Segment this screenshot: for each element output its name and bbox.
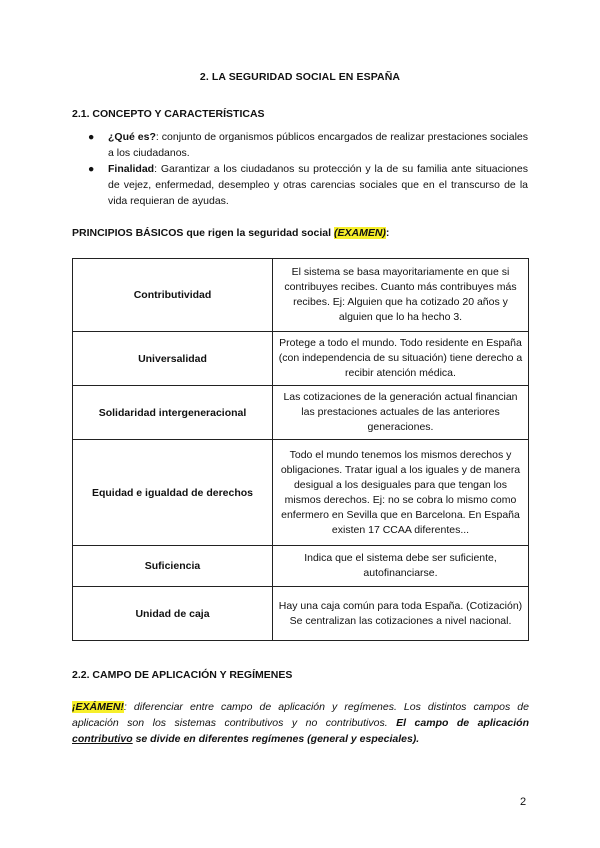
bullet-icon: ● — [88, 131, 95, 143]
principle-name: Suficiencia — [73, 546, 273, 587]
principle-description: El sistema se basa mayoritariamente en que si contribuyes recibes. Cuanto más contribuyes más recibes. Ej: Alguien que ha cotizado 20 años y alguien que lo ha hecho 3. — [273, 259, 529, 332]
exam-underlined: contributivo — [72, 733, 133, 745]
principle-description: Indica que el sistema debe ser suficiente, autofinanciarse. — [273, 546, 529, 587]
bullet-list — [88, 129, 528, 209]
principle-name: Unidad de caja — [73, 587, 273, 641]
page-title: 2. LA SEGURIDAD SOCIAL EN ESPAÑA — [199, 71, 401, 83]
bullet-icon: ● — [88, 163, 95, 175]
principle-name: Equidad e igualdad de derechos — [73, 440, 273, 546]
principle-description: Las cotizaciones de la generación actual financian las prestaciones actuales de las anteriores generaciones. — [273, 386, 529, 440]
table-row — [73, 440, 529, 546]
table-row — [73, 386, 529, 440]
principle-name: Contributividad — [73, 259, 273, 332]
bullet-text: : Garantizar a los ciudadanos su protección y la de su familia ante situaciones de vejez, enfermedad, desempleo y otras carencias sociales que en el transcurso de la vida requieran de ayudas. — [108, 163, 528, 207]
principles-colon: : — [385, 227, 390, 239]
bullet-text: : conjunto de organismos públicos encargados de realizar prestaciones sociales a los ciudadanos. — [108, 131, 528, 159]
table-row — [73, 587, 529, 641]
exam-bold-2: se divide en diferentes regímenes (general y especiales). — [132, 733, 420, 745]
principle-description: Protege a todo el mundo. Todo residente en España (con independencia de su situación) tiene derecho a recibir atención médica. — [273, 332, 529, 386]
table-row — [73, 259, 529, 332]
table-row — [73, 332, 529, 386]
exam-text: : diferenciar entre campo de aplicación y regímenes. Los distintos campos de aplicación son los sistemas contributivos y no contributivos. — [72, 701, 529, 729]
list-item — [88, 129, 528, 161]
principles-heading — [72, 227, 389, 239]
exam-paragraph — [72, 699, 529, 747]
bullet-term: ¿Qué es? — [108, 131, 156, 143]
exam-bold-1: El campo de aplicación — [396, 717, 529, 729]
principles-label: PRINCIPIOS BÁSICOS que rigen la seguridad social — [72, 227, 334, 239]
principle-description: Hay una caja común para toda España. (Cotización) Se centralizan las cotizaciones a nivel nacional. — [273, 587, 529, 641]
exam-highlight: (EXAMEN) — [333, 227, 386, 239]
list-item — [88, 161, 528, 209]
principles-table — [72, 258, 529, 641]
section-heading-campo: 2.2. CAMPO DE APLICACIÓN Y REGÍMENES — [72, 669, 293, 681]
table-row — [73, 546, 529, 587]
principle-name: Universalidad — [73, 332, 273, 386]
principle-description: Todo el mundo tenemos los mismos derechos y obligaciones. Tratar igual a los iguales y de manera desigual a los desiguales para que tengan los mismos derechos. Ej: no se cobra lo mismo como enfermero en Sevilla que en Barcelona. En España existen 17 CCAA diferentes... — [273, 440, 529, 546]
bullet-term: Finalidad — [108, 163, 155, 175]
exam-tag: ¡EXÁMEN! — [72, 701, 124, 713]
section-heading-concepto: 2.1. CONCEPTO Y CARACTERÍSTICAS — [72, 108, 265, 120]
principle-name: Solidaridad intergeneracional — [73, 386, 273, 440]
page-number: 2 — [520, 796, 527, 808]
